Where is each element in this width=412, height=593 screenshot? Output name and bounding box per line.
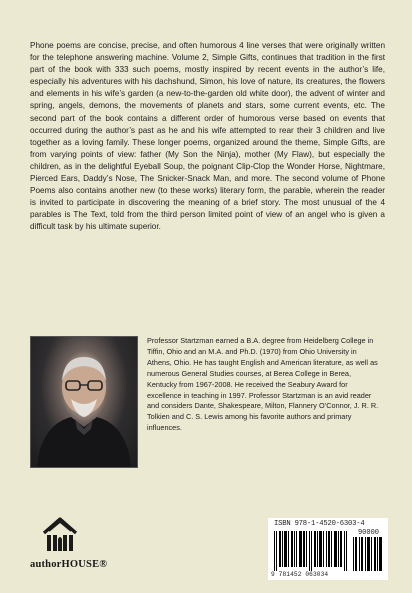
isbn-text: ISBN 978-1-4520-6303-4	[274, 520, 365, 528]
author-photo	[30, 336, 138, 468]
publisher-name: authorHOUSE®	[30, 559, 108, 570]
isbn-barcode	[268, 518, 388, 580]
back-cover-blurb: Phone poems are concise, precise, and often humorous 4 line verses that were originally written for the telephone answering machine. Volume 2, Simple Gifts, continues that tradition in the first part of the book with 333 such poems, mostly inspired by recent events in the author’s life, especially his adventures with his dachshund, Simon, his love of nature, its creatures, the flowers and elements in his wife’s garden (a new-to-the-garden old white door), the advent of winter and spring, angels, demons, the movements of planets and stars, some current events, etc. The second part of the book contains a different order of humorous verse based on events that occurred during the author’s past as he and his wife attempted to rear their 3 children and live together as a loving family. These longer poems, organized around the theme, Simple Gifts, are from varying points of view: father (My Son the Ninja), mother (My Flaw), but especially the children, as in the delightful Eyeball Soup, the poignant Clip-Clop the Wonder Horse, Nightmare, Pierced Ears, Daddy’s Nose, The Snicker-Snack Man, and more. The second volume of Phone Poems also contains another new (to these works) literary form, the parable, wherein the reader is invited to participate in discovering the meaning of a brief story. The most unusual of the 4 parables is The Text, told from the third person limited point of view of an angel who is given a difficult task by his ultimate superior.	[30, 41, 385, 232]
ean-barcode	[274, 531, 350, 571]
publisher-logo-icon	[42, 515, 78, 555]
author-bio: Professor Startzman earned a B.A. degree from Heidelberg College in Tiffin, Ohio and an M.A. and Ph.D. (1970) from Ohio University in Athens, Ohio. He has taught English and American literature, as well as numerous General Studies courses, at Berea College in Berea, Kentucky from 1967-2008. He received the Seabury Award for excellence in teaching in 1997. Professor Startzman is an avid reader and considers Dante, Shakespeare, Milton, Flannery O’Connor, J. R. R. Tolkien and C. S. Lewis among his favorite authors and primary influences.	[147, 336, 379, 433]
price-addon-number: 90000	[357, 529, 379, 537]
price-addon-barcode	[353, 537, 384, 571]
ean-number: 9 781452 063034	[271, 571, 329, 578]
authorhouse-logo	[30, 515, 110, 575]
